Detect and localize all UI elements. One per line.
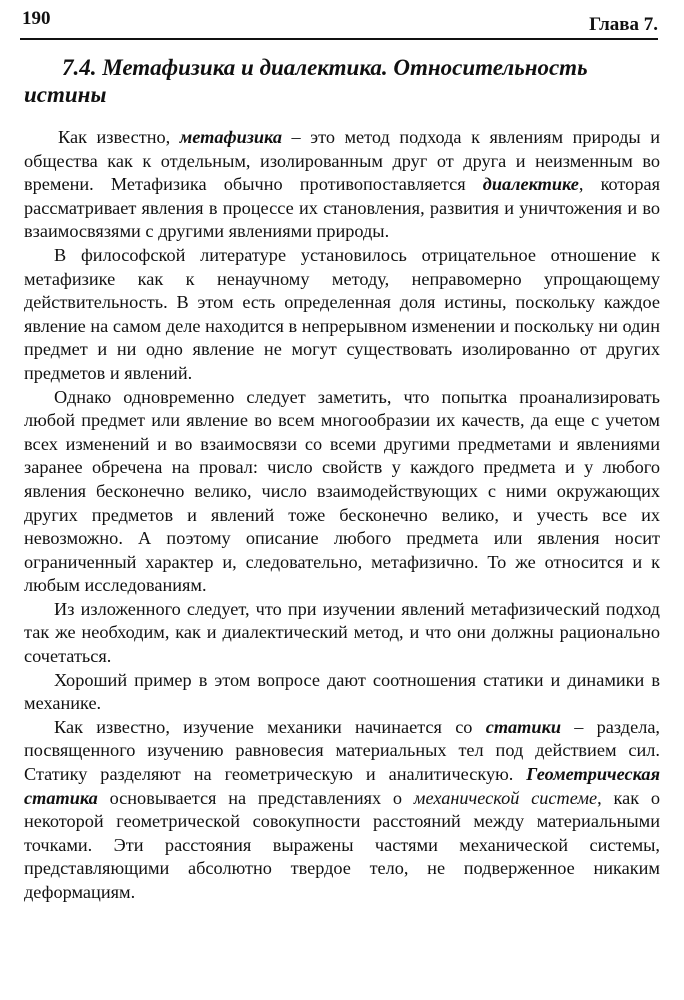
emphasized-term: статики — [485, 716, 561, 737]
text-run: , как о некоторой геометрической совокупности расстояний между материальными точками. Эти расстояния выражены частями механической системы, представляющими абсолютно твердое тело, не подверженное никаким деформациям. — [24, 787, 660, 902]
paragraph — [24, 598, 660, 669]
paragraph — [24, 669, 660, 716]
paragraph — [24, 126, 660, 244]
section-title: 7.4. Метафизика и диалектика. Относительность истины — [24, 55, 588, 107]
italic-term: механической системе — [413, 787, 598, 808]
text-run: Однако одновременно следует заметить, что попытка проанализировать любой предмет или явление во всем многообразии их качеств, да еще с учетом всех изменений и во взаимосвязи со всеми другими предметами и явлениями заранее обречена на провал: число свойств у каждого предмета и у любого явления бесконечно велико, число взаимодействующих с ними окружающих других предметов и явлений тоже бесконечно велико, и учесть все их невозможно. А поэтому описание любого предмета или явления носит ограниченный характер и, следовательно, метафизично. То же относится и к любым исследованиям. — [24, 386, 660, 596]
emphasized-term: Геометрическая статика — [24, 764, 660, 808]
text-run: – раздела, посвященного изучению равновесия материальных тел под действием сил. Статику разделяют на геометрическую и аналитическую. — [24, 716, 660, 785]
text-run: Из изложенного следует, что при изучении явлений метафизический подход так же необходим, как и диалектический метод, и что они должны рационально сочетаться. — [24, 598, 660, 667]
text-run: В философской литературе установилось отрицательное отношение к метафизике как к ненаучному методу, неправомерно упрощающему действительность. В этом есть определенная доля истины, поскольку каждое явление на самом деле находится в непрерывном изменении и поскольку ни один предмет и ни одно явление не могут существовать изолированно от других предметов и явлений. — [24, 244, 660, 383]
text-run: Как известно, — [58, 127, 180, 147]
page-number: 190 — [22, 8, 51, 29]
paragraph — [24, 244, 660, 386]
text-run: Хороший пример в этом вопросе дают соотношения статики и динамики в механике. — [24, 669, 660, 714]
text-run: основывается на представлениях о — [97, 787, 414, 808]
body-text — [24, 126, 660, 905]
paragraph — [24, 716, 660, 905]
text-run: , которая рассматривает явления в процессе их становления, развития и уничтожения и во взаимосвязями с другими явлениями природы. — [24, 174, 660, 242]
page-header — [20, 4, 658, 40]
emphasized-term: метафизика — [179, 127, 282, 147]
chapter-label: Глава 7. — [589, 14, 658, 35]
paragraph — [24, 386, 660, 598]
emphasized-term: диалектике — [482, 174, 579, 195]
text-run: – это метод подхода к явлениям природы и общества как к отдельным, изолированным друг от друга и неизменным во времени. Метафизика обычно противопоставляется — [24, 127, 660, 195]
text-run: Как известно, изучение механики начинается со — [54, 716, 486, 737]
